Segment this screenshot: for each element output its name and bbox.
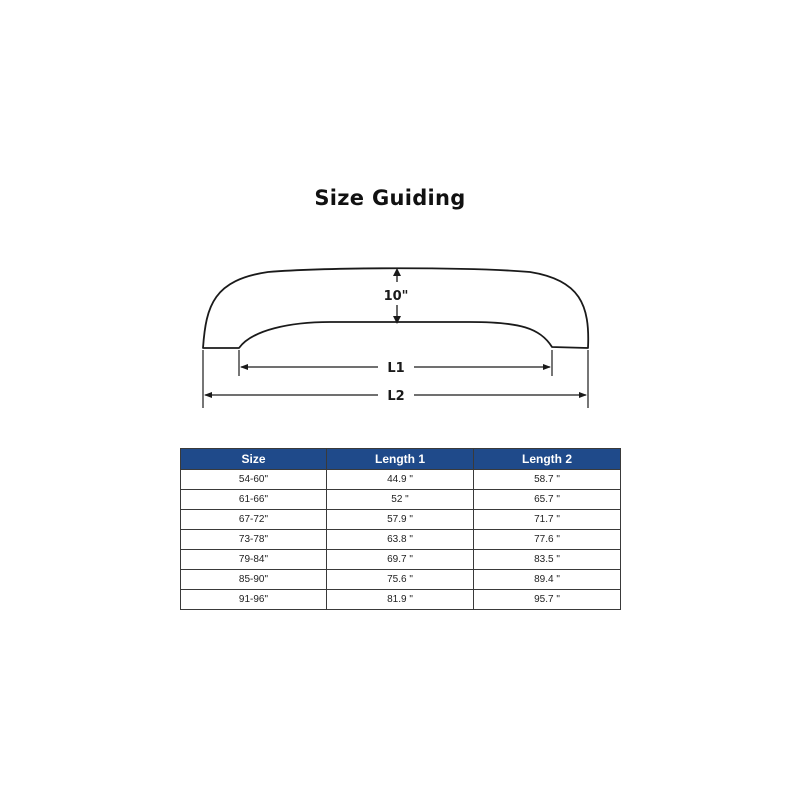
size-cell: 85-90": [181, 570, 327, 590]
l1-label: L1: [387, 361, 405, 376]
column-header-size: Size: [181, 449, 327, 470]
length-2-cell: 77.6 ": [474, 530, 621, 550]
length-2-cell: 95.7 ": [474, 590, 621, 610]
length-1-cell: 44.9 ": [327, 470, 474, 490]
column-header-length-2: Length 2: [474, 449, 621, 470]
arrow-up-icon: [393, 268, 401, 276]
length-1-cell: 57.9 ": [327, 510, 474, 530]
size-cell: 54-60": [181, 470, 327, 490]
length-2-cell: 65.7 ": [474, 490, 621, 510]
l2-label: L2: [387, 389, 405, 404]
table-header-row: [181, 449, 621, 470]
table-row: [181, 490, 621, 510]
table-row: [181, 550, 621, 570]
arrow-left-icon: [240, 364, 248, 370]
length-2-cell: 83.5 ": [474, 550, 621, 570]
cover-outline: [203, 268, 588, 348]
length-1-cell: 69.7 ": [327, 550, 474, 570]
length-2-cell: 71.7 ": [474, 510, 621, 530]
height-label: 10": [383, 289, 409, 304]
size-cell: 79-84": [181, 550, 327, 570]
length-2-cell: 89.4 ": [474, 570, 621, 590]
arrow-right-icon: [579, 392, 587, 398]
column-header-length-1: Length 1: [327, 449, 474, 470]
size-cell: 91-96": [181, 590, 327, 610]
table-row: [181, 570, 621, 590]
table-row: [181, 510, 621, 530]
table-row: [181, 470, 621, 490]
size-cell: 67-72": [181, 510, 327, 530]
length-1-cell: 63.8 ": [327, 530, 474, 550]
length-1-cell: 52 ": [327, 490, 474, 510]
length-1-cell: 81.9 ": [327, 590, 474, 610]
length-2-cell: 58.7 ": [474, 470, 621, 490]
size-chart-table: [180, 448, 621, 610]
size-cell: 61-66": [181, 490, 327, 510]
page-title: Size Guiding: [314, 186, 466, 210]
arrow-right-icon: [543, 364, 551, 370]
arrow-left-icon: [204, 392, 212, 398]
table-row: [181, 530, 621, 550]
size-cell: 73-78": [181, 530, 327, 550]
length-1-cell: 75.6 ": [327, 570, 474, 590]
table-row: [181, 590, 621, 610]
